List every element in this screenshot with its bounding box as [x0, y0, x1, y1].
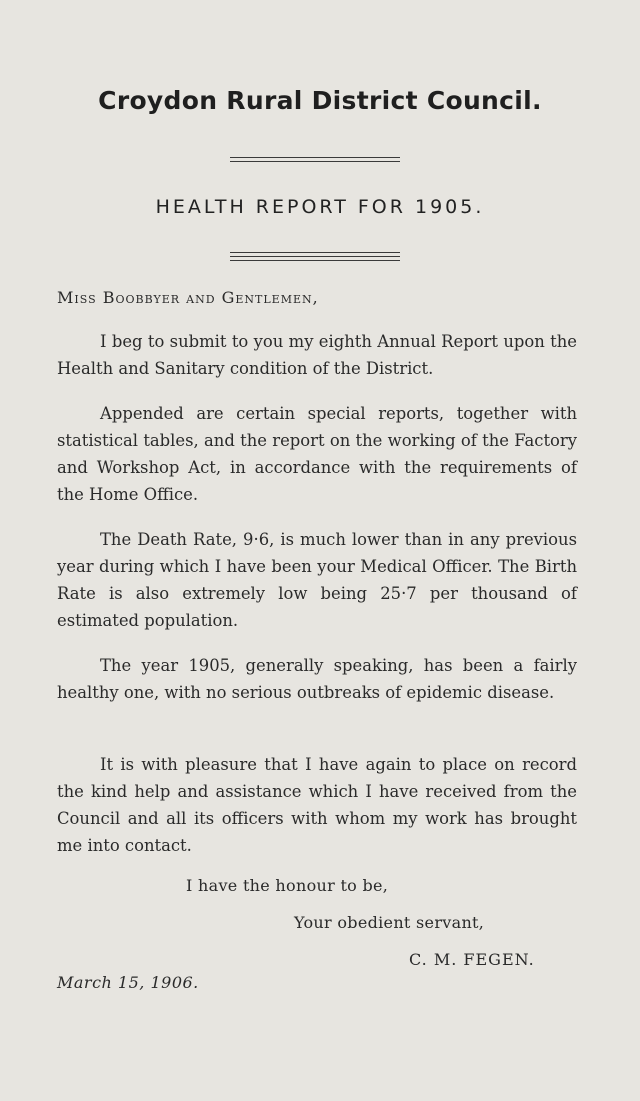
- paragraph-3: [57, 526, 577, 634]
- closing-line: I have the honour to be,: [186, 876, 389, 895]
- paragraph-4-text: The year 1905, generally speaking, has been a fairly healthy one, with no serious outbreaks of epidemic disease.: [57, 656, 577, 702]
- paragraph-2-text: Appended are certain special reports, together with statistical tables, and the report on the working of the Factory and Workshop Act, in accordance with the requirements of the Home Office.: [57, 404, 577, 504]
- divider-top-2: [230, 161, 400, 162]
- divider-top: [230, 157, 400, 158]
- paragraph-1: [57, 328, 577, 382]
- paragraph-1-text: I beg to submit to you my eighth Annual Report upon the Health and Sanitary condition of the District.: [57, 332, 577, 378]
- valediction: Your obedient servant,: [294, 913, 485, 932]
- document-title: Croydon Rural District Council.: [98, 86, 542, 115]
- divider-bottom: [230, 252, 400, 253]
- date: March 15, 1906.: [57, 973, 199, 992]
- paragraph-3-text: The Death Rate, 9·6, is much lower than in any previous year during which I have been your Medical Officer. The Birth Rate is also extremely low being 25·7 per thousand of estimated population.: [57, 530, 577, 630]
- paragraph-2: [57, 400, 577, 508]
- salutation: Miss Boobbyer and Gentlemen,: [57, 288, 319, 307]
- divider-bottom-3: [230, 260, 400, 261]
- divider-bottom-2: [230, 256, 400, 257]
- paragraph-4: [57, 652, 577, 706]
- paragraph-5: [57, 751, 577, 859]
- paragraph-5-text: It is with pleasure that I have again to place on record the kind help and assistance which I have received from the Council and all its officers with whom my work has brought me into contact.: [57, 755, 577, 855]
- signature: C. M. FEGEN.: [409, 950, 535, 969]
- document-subtitle: HEALTH REPORT FOR 1905.: [155, 196, 485, 218]
